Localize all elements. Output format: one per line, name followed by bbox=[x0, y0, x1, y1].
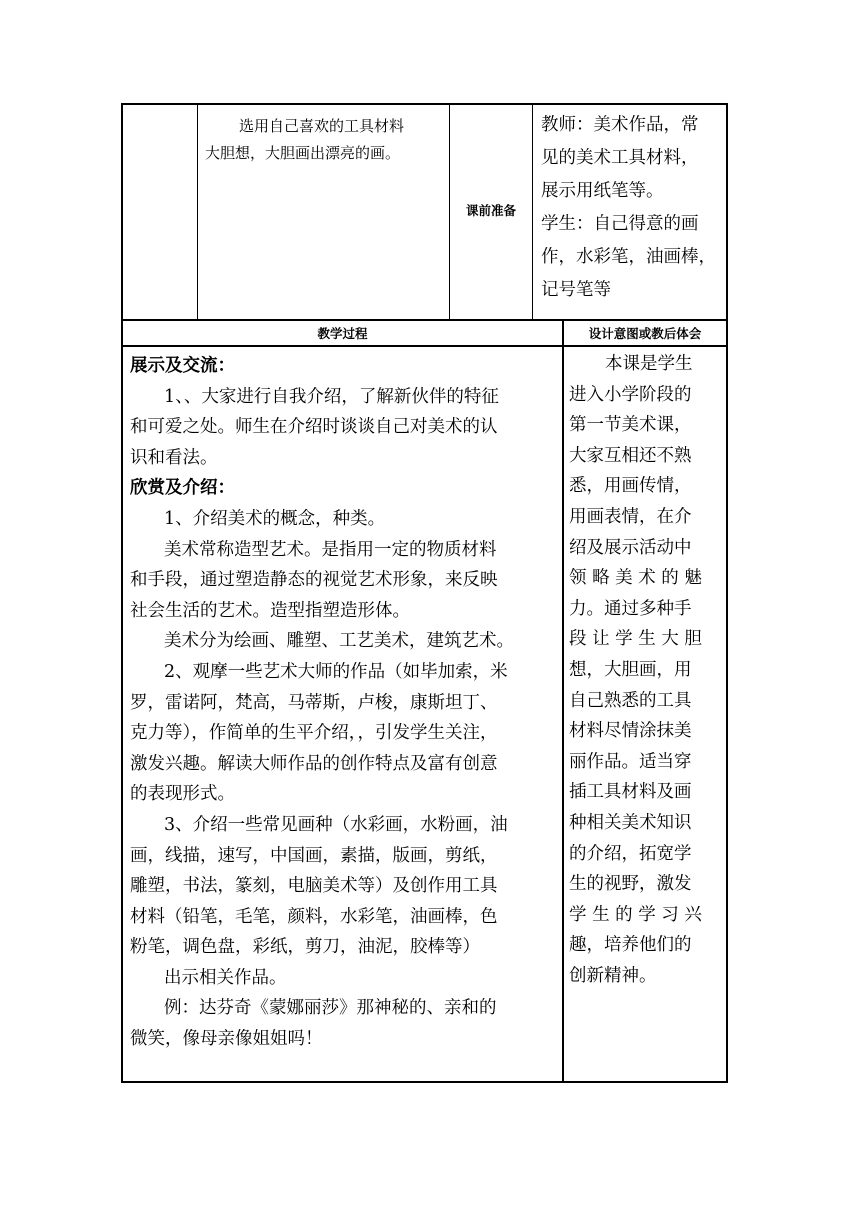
process-line: 粉笔，调色盘，彩纸，剪刀，油泥，胶棒等） bbox=[130, 937, 480, 958]
design-line: 领 略 美 术 的 魅 bbox=[569, 568, 702, 589]
process-line: 展示及交流： bbox=[130, 356, 235, 376]
divider-col-1 bbox=[197, 103, 198, 319]
objective-line-1: 选用自己喜欢的工具材料 bbox=[239, 117, 405, 135]
header-process: 教学过程 bbox=[317, 326, 368, 341]
design-line: 生的视野，激发 bbox=[569, 874, 692, 895]
process-line: 克力等），作简单的生平介绍，，引发学生关注， bbox=[130, 723, 498, 744]
prep-content bbox=[541, 109, 726, 307]
table-border-right bbox=[726, 103, 728, 1083]
process-line: 出示相关作品。 bbox=[164, 967, 287, 988]
design-line: 创新精神。 bbox=[569, 965, 657, 986]
design-line: 力。通过多种手 bbox=[569, 598, 692, 619]
prep-line: 作，水彩笔，油画棒， bbox=[541, 247, 716, 267]
design-line: 的介绍，拓宽学 bbox=[569, 843, 692, 864]
design-line: 大家互相还不熟 bbox=[569, 445, 692, 466]
prep-line: 学生：自己得意的画 bbox=[541, 214, 699, 234]
prep-line: 展示用纸笔等。 bbox=[541, 181, 664, 201]
design-line: 第一节美术课， bbox=[569, 415, 692, 436]
table-border-top bbox=[121, 103, 728, 105]
process-line: 2、观摩一些艺术大师的作品（如毕加索，米 bbox=[164, 661, 508, 682]
process-line: 识和看法。 bbox=[130, 447, 218, 468]
design-content bbox=[569, 349, 725, 991]
process-line: 激发兴趣。解读大师作品的创作特点及富有创意 bbox=[130, 753, 498, 774]
header-design: 设计意图或教后体会 bbox=[588, 326, 702, 341]
process-line: 1、介绍美术的概念，种类。 bbox=[164, 508, 386, 529]
design-line: 插工具材料及画 bbox=[569, 782, 692, 803]
divider-row-top-section bbox=[121, 319, 728, 321]
process-line: 材料（铅笔，毛笔，颜料，水彩笔，油画棒，色 bbox=[130, 906, 498, 927]
process-line: 美术常称造型艺术。是指用一定的物质材料 bbox=[164, 539, 497, 560]
process-line: 和手段，通过塑造静态的视觉艺术形象，来反映 bbox=[130, 570, 498, 591]
process-line: 社会生活的艺术。造型指塑造形体。 bbox=[130, 600, 410, 621]
lesson-plan-table bbox=[121, 103, 728, 1083]
prep-line: 记号笔等 bbox=[541, 280, 611, 300]
design-line: 趣，培养他们的 bbox=[569, 935, 692, 956]
process-line: 的表现形式。 bbox=[130, 784, 235, 805]
design-line: 用画表情，在介 bbox=[569, 506, 692, 527]
table-border-left bbox=[121, 103, 123, 1083]
process-line: 美术分为绘画、雕塑、工艺美术，建筑艺术。 bbox=[164, 631, 514, 652]
design-line: 材料尽情涂抹美 bbox=[569, 721, 692, 742]
process-line: 3、介绍一些常见画种（水彩画，水粉画，油 bbox=[164, 814, 508, 835]
divider-row-header bbox=[121, 345, 728, 347]
process-content bbox=[130, 351, 560, 1055]
design-line: 学 生 的 学 习 兴 bbox=[569, 904, 702, 925]
design-line: 本课是学生 bbox=[605, 354, 693, 374]
process-line: 欣赏及介绍： bbox=[130, 478, 235, 499]
objective-cell bbox=[205, 113, 445, 167]
design-line: 丽作品。适当穿 bbox=[569, 751, 692, 772]
design-line: 段 让 学 生 大 胆 bbox=[569, 629, 702, 650]
process-line: 例：达芬奇《蒙娜丽莎》那神秘的、亲和的 bbox=[164, 998, 497, 1019]
design-line: 想，大胆画，用 bbox=[569, 659, 692, 680]
design-line: 绍及展示活动中 bbox=[569, 537, 692, 558]
process-line: 1、、大家进行自我介绍，了解新伙伴的特征 bbox=[164, 386, 499, 407]
process-line: 微笑，像母亲像姐姐吗！ bbox=[130, 1029, 323, 1050]
process-line: 雕塑，书法，篆刻，电脑美术等）及创作用工具 bbox=[130, 876, 498, 897]
process-line: 罗，雷诺阿，梵高，马蒂斯，卢梭，康斯坦丁、 bbox=[130, 692, 498, 713]
table-border-bottom bbox=[121, 1081, 728, 1083]
prep-label: 课前准备 bbox=[465, 203, 516, 218]
divider-col-3 bbox=[532, 103, 533, 319]
objective-line-2: 大胆想，大胆画出漂亮的画。 bbox=[205, 144, 401, 162]
design-line: 种相关美术知识 bbox=[569, 812, 692, 833]
design-line: 进入小学阶段的 bbox=[569, 384, 692, 405]
prep-line: 见的美术工具材料， bbox=[541, 148, 699, 168]
process-line: 画，线描，速写，中国画，素描，版画，剪纸， bbox=[130, 845, 498, 866]
divider-lower-col bbox=[562, 319, 564, 1083]
design-line: 悉，用画传情， bbox=[569, 476, 692, 497]
prep-line: 教师：美术作品，常 bbox=[541, 115, 699, 135]
process-line: 和可爱之处。师生在介绍时谈谈自己对美术的认 bbox=[130, 417, 498, 438]
divider-col-2 bbox=[449, 103, 450, 319]
design-line: 自己熟悉的工具 bbox=[569, 690, 692, 711]
